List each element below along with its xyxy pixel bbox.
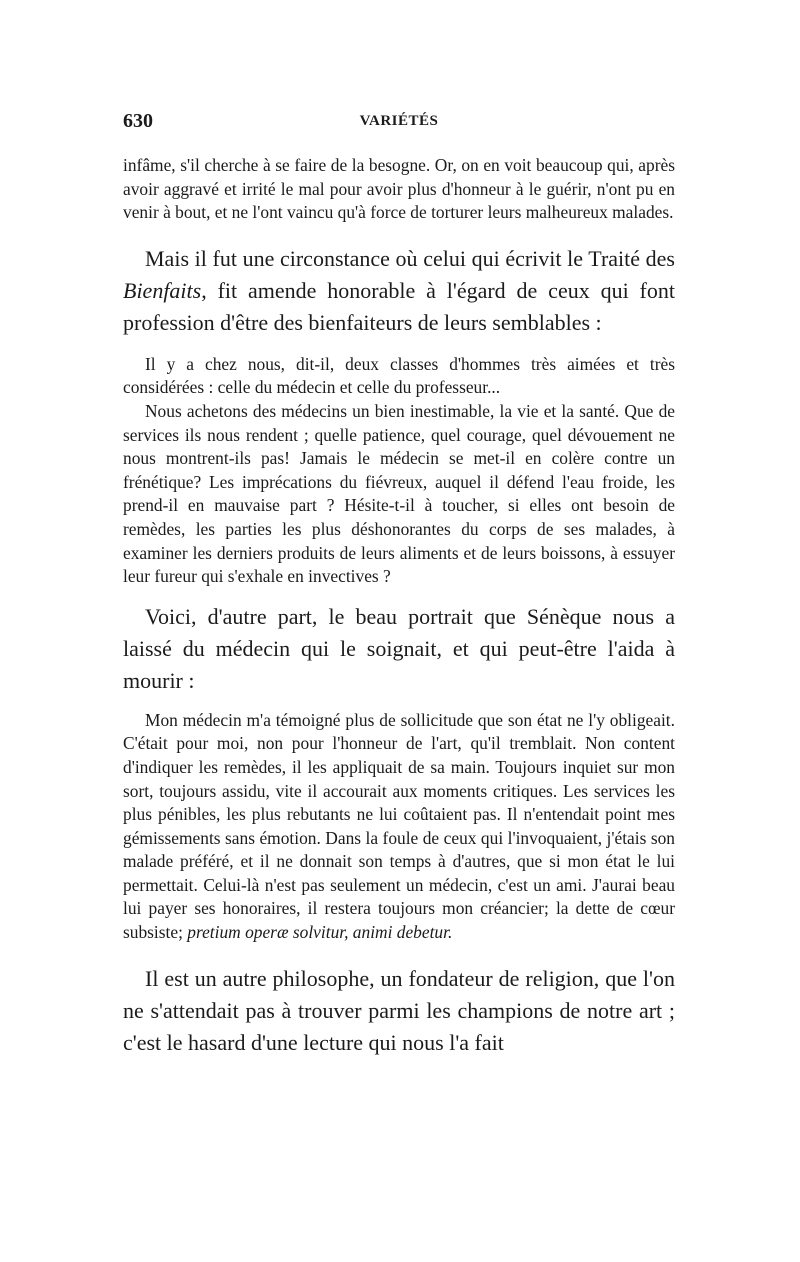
quote-text: Mon médecin m'a témoigné plus de sollicitude que son état ne l'y obligeait. C'était pour moi, non pour l'honneur de l'art, qu'il tremblait. Non content d'indiquer les remèdes, il les appliquait de sa main. Toujours inquiet sur mon sort, toujours assidu, vite il accourait aux moments critiques. Les services les plus pénibles, les plus rebutants ne lui coûtaient pas. Il n'entendait point mes gémissements sans émotion. Dans la foule de ceux qui l'invoquaient, j'étais son malade préféré, et il ne donnait son temps à d'autres, que si mon état le lui permettait. Celui-là n'est pas seulement un médecin, c'est un ami. J'aurai beau lui payer ses honoraires, il restera toujours mon créancier; la dette de cœur subsiste; [123,709,675,943]
paragraph-portrait-intro: Voici, d'autre part, le beau portrait que Sénèque nous a laissé du médecin qui le soignait, et qui peut-être l'aida à mourir : [123,603,675,693]
quote-paragraph-3 [123,709,675,945]
running-title: VARIÉTÉS [359,113,439,129]
quote-paragraph-2: Nous achetons des médecins un bien inestimable, la vie et la santé. Que de services ils nous rendent ; quelle patience, quel courage, quel dévouement ne nous montrent-ils pas! Jamais le médecin se met-il en colère contre un frénétique? Les imprécations du fiévreux, auquel il défend l'eau froide, les prend-il en mauvaise part ? Hésite-t-il à toucher, si elles ont besoin de remèdes, les parties les plus déshonorantes du corps de ses malades, à examiner les derniers produits de leurs aliments et de leurs boissons, à essuyer leur fureur qui s'exhale en invectives ? [123,400,675,587]
quote-paragraph-1: Il y a chez nous, dit-il, deux classes d'hommes très aimées et très considérées : celle du médecin et celle du professeur... [123,353,675,398]
book-title-italic: Bienfaits [123,277,202,303]
page-number: 630 [123,110,153,132]
page-header [123,110,675,146]
book-page [123,110,675,1059]
paragraph-seneca-intro [123,243,675,339]
paragraph-text: Mais il fut une circonstance où celui qui écrivit le Traité des [145,245,675,271]
latin-phrase-italic: pretium operæ solvitur, animi debetur. [187,922,453,943]
paragraph-another-philosopher: Il est un autre philosophe, un fondateur de religion, que l'on ne s'attendait pas à trouver parmi les champions de notre art ; c'est le hasard d'une lecture qui nous l'a fait [123,965,675,1055]
paragraph-continuation: infâme, s'il cherche à se faire de la besogne. Or, on en voit beaucoup qui, après avoir aggravé et irrité le mal pour avoir plus d'honneur à le guérir, n'ont pu en venir à bout, et ne l'ont vaincu qu'à force de torturer leurs malheureux malades. [123,155,675,223]
paragraph-text: , fit amende honorable à l'égard de ceux qui font profession d'être des bienfaiteurs de leurs semblables : [123,277,675,335]
